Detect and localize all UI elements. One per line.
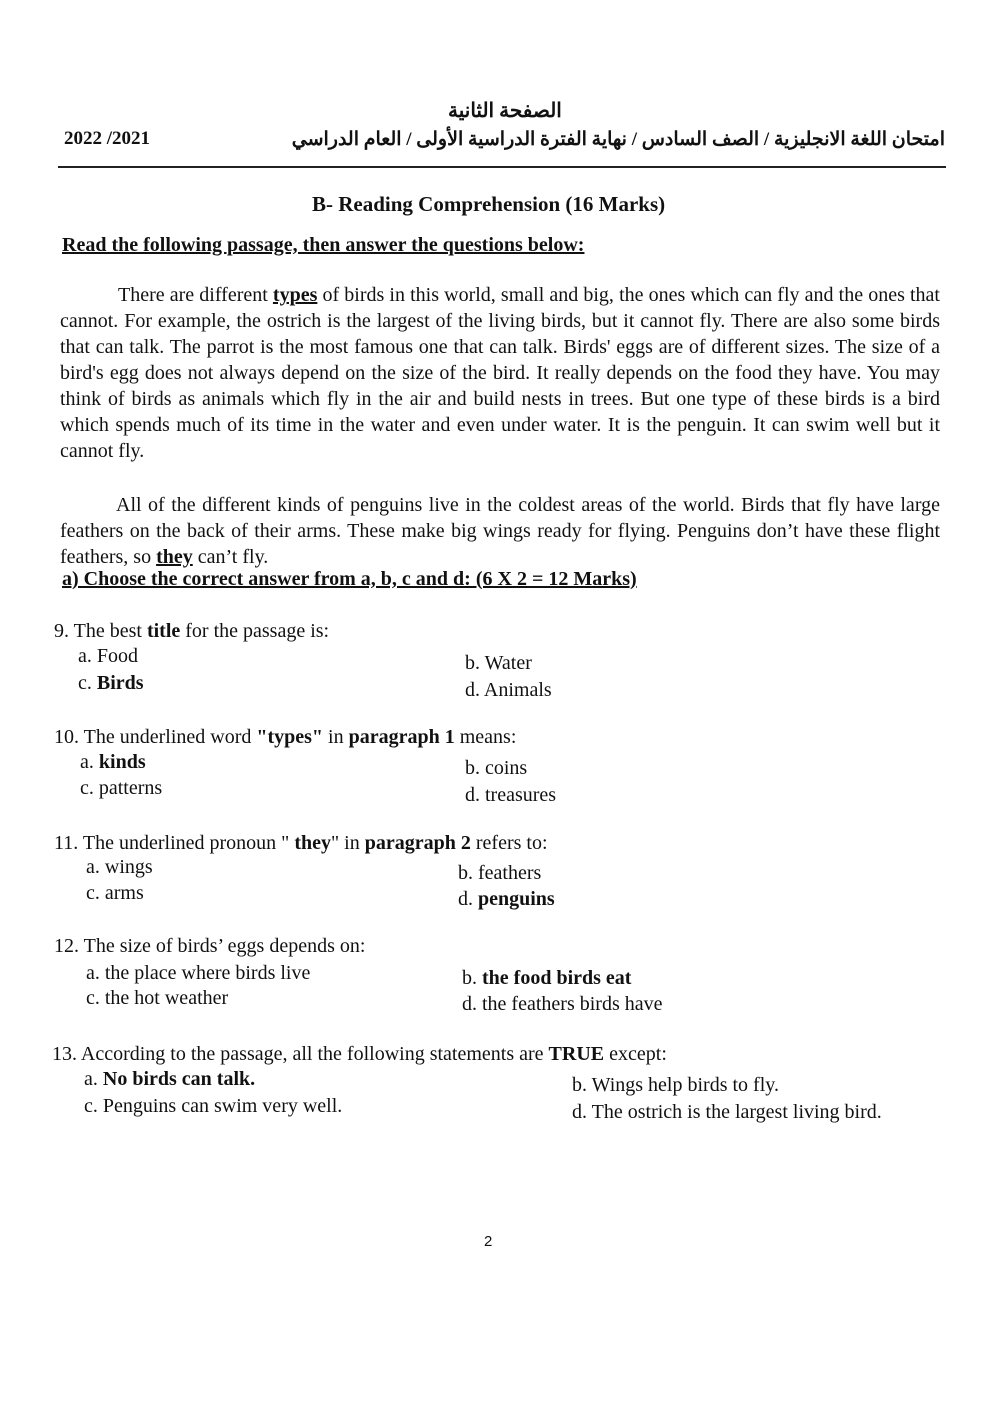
q11-option-d: d. penguins bbox=[458, 888, 555, 910]
q9-option-c: c. Birds bbox=[78, 672, 144, 694]
q10-option-b: b. coins bbox=[465, 757, 528, 779]
q11-option-b: b. feathers bbox=[458, 862, 542, 884]
q12-option-d: d. the feathers birds have bbox=[462, 993, 663, 1015]
q10-option-c: c. patterns bbox=[80, 777, 163, 799]
p1-keyword-types: types bbox=[272, 284, 318, 306]
header-divider bbox=[58, 166, 946, 168]
question-9-stem: 9. The best title for the passage is: bbox=[54, 620, 330, 642]
p2-keyword-they: they bbox=[156, 546, 193, 568]
academic-year: 2022 /2021 bbox=[64, 128, 151, 149]
q9-option-d: d. Animals bbox=[465, 679, 552, 701]
q12-option-c: c. the hot weather bbox=[86, 987, 229, 1009]
q11-option-a: a. wings bbox=[86, 856, 153, 878]
page-label: الصفحة الثانية bbox=[448, 100, 562, 122]
q10-option-a: a. kinds bbox=[80, 751, 146, 773]
question-10-stem: 10. The underlined word "types" in paragraph 1 means: bbox=[54, 726, 517, 748]
passage-paragraph-1 bbox=[60, 282, 940, 464]
exam-title: امتحان اللغة الانجليزية / الصف السادس / نهاية الفترة الدراسية الأولى / العام الدراسي bbox=[291, 129, 945, 150]
q13-option-b: b. Wings help birds to fly. bbox=[572, 1074, 779, 1096]
q11-option-c: c. arms bbox=[86, 882, 144, 904]
p1-text-before: There are different bbox=[118, 284, 273, 306]
q13-option-c: c. Penguins can swim very well. bbox=[84, 1095, 343, 1117]
question-11-stem: 11. The underlined pronoun " they" in paragraph 2 refers to: bbox=[54, 832, 548, 854]
q9-option-a: a. Food bbox=[78, 645, 138, 667]
question-13-stem: 13. According to the passage, all the following statements are TRUE except: bbox=[52, 1043, 667, 1065]
q13-option-d: d. The ostrich is the largest living bird. bbox=[572, 1101, 882, 1123]
q13-option-a: a. No birds can talk. bbox=[84, 1068, 256, 1090]
question-12-stem: 12. The size of birds’ eggs depends on: bbox=[54, 935, 366, 957]
p1-text-after: of birds in this world, small and big, the ones which can fly and the ones that cannot. For example, the ostrich is the largest of the living birds, but it cannot fly. There are also some birds that can talk. The parrot is the most famous one that can talk. Birds' eggs are of different sizes. The size of a bird's egg does not always depend on the size of the bird. It really depends on the food they have. You may think of birds as animals which fly in the air and build nests in trees. But one type of these birds is a bird which spends much of its time in the water and even under water. It is the penguin. It can swim well but it cannot fly. bbox=[60, 284, 940, 462]
q9-option-b: b. Water bbox=[465, 652, 532, 674]
reading-instruction: Read the following passage, then answer the questions below: bbox=[62, 234, 585, 256]
part-a-title: a) Choose the correct answer from a, b, c and d: (6 X 2 = 12 Marks) bbox=[62, 568, 637, 590]
q12-option-a: a. the place where birds live bbox=[86, 962, 311, 984]
passage-paragraph-2 bbox=[60, 492, 940, 570]
p2-text-before: All of the different kinds of penguins live in the coldest areas of the world. Birds that fly have large feathers on the back of their arms. These make big wings ready for flying. Penguins don’t have these flight feathers, so bbox=[60, 494, 940, 568]
q12-option-b: b. the food birds eat bbox=[462, 967, 632, 989]
page-number: 2 bbox=[484, 1233, 493, 1250]
q10-option-d: d. treasures bbox=[465, 784, 557, 806]
section-title: B- Reading Comprehension (16 Marks) bbox=[312, 192, 666, 216]
p2-text-after: can’t fly. bbox=[192, 546, 269, 568]
